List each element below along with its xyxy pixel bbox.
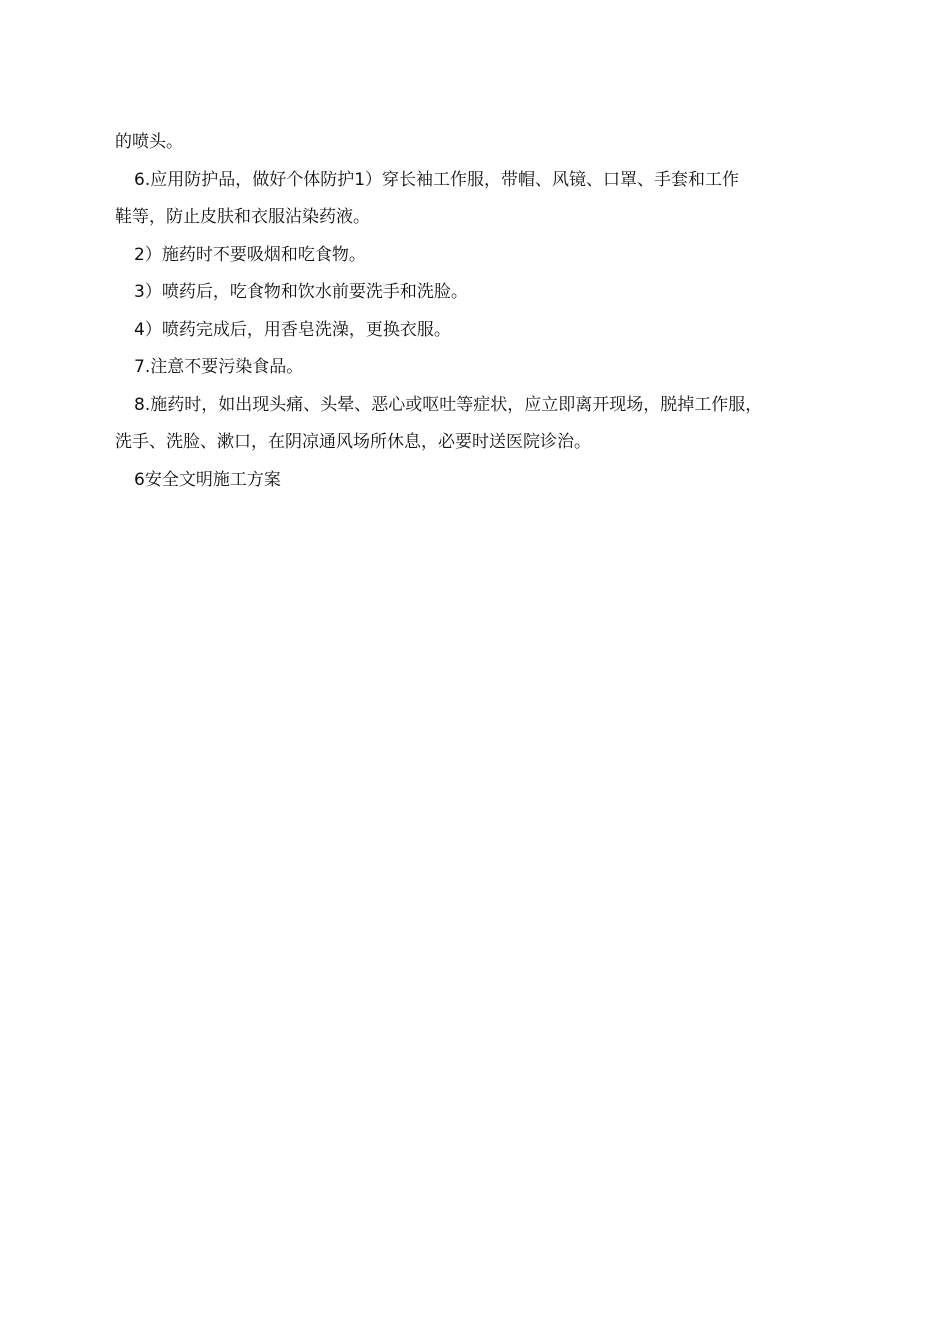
text-line: 8.施药时，如出现头痛、头晕、恶心或呕吐等症状，应立即离开现场，脱掉工作服， bbox=[134, 394, 763, 415]
heading-text: 6安全文明施工方案 bbox=[134, 469, 281, 490]
paragraph-subitem-2 bbox=[115, 237, 840, 275]
text-line: 的喷头。 bbox=[115, 132, 183, 152]
text-line: 3）喷药后，吃食物和饮水前要洗手和洗脸。 bbox=[134, 282, 468, 302]
text-line: 鞋等，防止皮肤和衣服沾染药液。 bbox=[115, 207, 370, 227]
text-line: 洗手、洗脸、漱口，在阴凉通风场所休息，必要时送医院诊治。 bbox=[115, 432, 591, 452]
paragraph-nozzle-continuation bbox=[115, 124, 840, 162]
text-line: 4）喷药完成后，用香皂洗澡，更换衣服。 bbox=[134, 319, 451, 340]
section-heading bbox=[115, 462, 840, 500]
paragraph-item-7 bbox=[115, 349, 840, 387]
paragraph-subitem-3 bbox=[115, 274, 840, 312]
text-line: 7.注意不要污染食品。 bbox=[134, 357, 304, 377]
document-body bbox=[115, 124, 840, 499]
paragraph-item-6 bbox=[115, 162, 840, 237]
paragraph-item-8 bbox=[115, 387, 840, 462]
text-line: 6.应用防护品，做好个体防护1）穿长袖工作服，带帽、风镜、口罩、手套和工作 bbox=[134, 169, 740, 190]
paragraph-subitem-4 bbox=[115, 312, 840, 350]
text-line: 2）施药时不要吸烟和吃食物。 bbox=[134, 244, 366, 265]
